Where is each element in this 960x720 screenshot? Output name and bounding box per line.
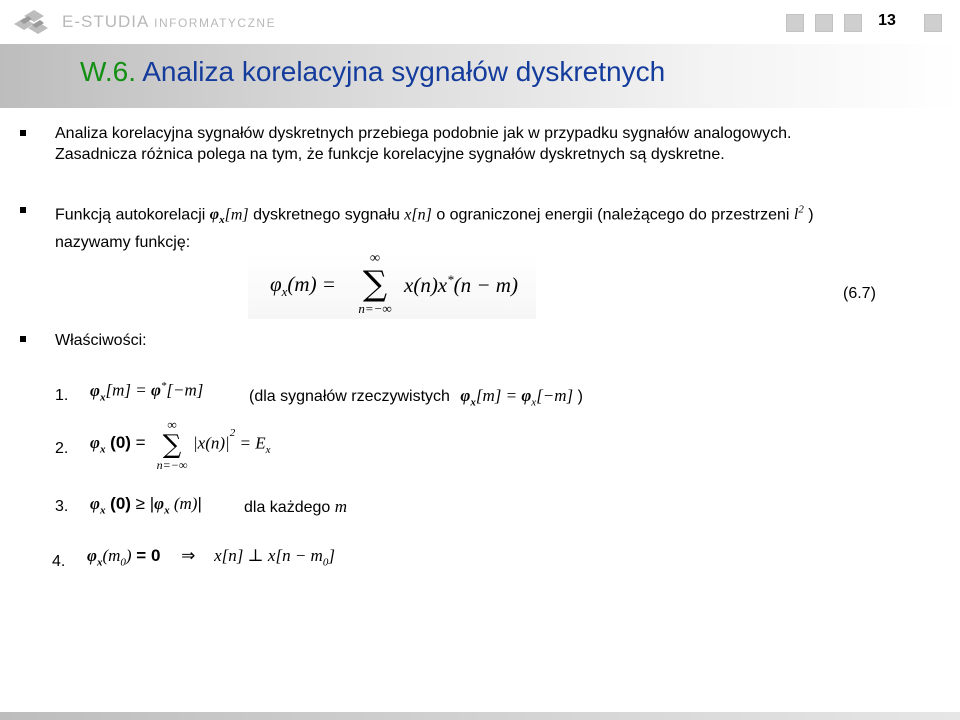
title-text: Analiza korelacyjna sygnałów dyskretnych — [142, 56, 666, 87]
phi-x-m-symbol: $\varphi_x$ — [209, 206, 225, 227]
bullet — [20, 207, 26, 213]
property-1-note-open: (dla sygnałów rzeczywistych — [249, 388, 450, 405]
brand-name: E-STUDIA INFORMATYCZNE — [62, 12, 277, 31]
equation-rhs: x(n)x*(n − m) — [404, 272, 518, 297]
definition-text-3: o ograniczonej energii (należącego do przestrzeni — [436, 206, 790, 224]
property-1-label: 1. — [55, 387, 69, 404]
property-2-label: 2. — [55, 440, 69, 457]
title-number: W.6. — [80, 56, 137, 87]
definition-text-4: ) — [808, 206, 814, 224]
logo-icon — [10, 4, 54, 38]
property-2-sum-symbol: ∞ ∑ n=−∞ — [156, 417, 188, 472]
property-1-note-close: ) — [577, 388, 583, 405]
page-title — [80, 56, 665, 88]
equation-number: (6.7) — [843, 285, 876, 302]
property-1-formula: $\varphi_x[m] = \varphi^*[-m]$ — [90, 380, 204, 404]
nav-square-4[interactable] — [924, 14, 942, 32]
property-4-label: 4. — [52, 553, 66, 570]
paragraph-intro-line2: Zasadnicza różnica polega na tym, że funkcje korelacyjne sygnałów dyskretnych są dyskretne. — [55, 146, 725, 163]
property-3-note-text: dla każdego — [244, 499, 331, 516]
bullet — [20, 336, 26, 342]
nav-square-3[interactable] — [844, 14, 862, 32]
paragraph-intro-line1: Analiza korelacyjna sygnałów dyskretnych przebiega podobnie jak w przypadku sygnałów analogowych. — [55, 125, 792, 142]
property-3-label: 3. — [55, 498, 69, 515]
page-number: 13 — [878, 12, 896, 29]
nav-square-2[interactable] — [815, 14, 833, 32]
paragraph-intro — [55, 123, 935, 165]
definition-line2: nazywamy funkcję: — [55, 233, 191, 251]
property-4-formula: $\varphi_x(m_0) = 0$ ⇒ x[n] ⊥ $x[n - m_0]$ — [87, 546, 335, 569]
sum-symbol: ∞ ∑ n=−∞ — [358, 251, 392, 316]
properties-heading: Właściwości: — [55, 332, 147, 349]
bullet — [20, 130, 26, 136]
equation-lhs: $\varphi_x(m)$ = — [270, 272, 336, 300]
m-index-symbol: [m] — [224, 206, 249, 224]
property-3-formula: $\varphi_x$ $(0) \ge |\varphi_x$ (m)| — [90, 494, 202, 517]
property-2-formula: $\varphi_x$ (0) = — [90, 433, 146, 456]
property-1-note: (dla sygnałów rzeczywistych $\varphi_x[m] = \varphi_x[-m]$ ) — [249, 386, 583, 409]
x-n-symbol: x[n] — [404, 206, 432, 224]
brand-suffix: INFORMATYCZNE — [154, 16, 277, 30]
paragraph-definition — [55, 200, 950, 253]
bottom-bar — [0, 712, 960, 720]
l2-symbol: $l^2$ — [793, 204, 804, 224]
definition-text-1: Funkcją autokorelacji — [55, 206, 206, 224]
property-3-note: dla każdego m — [244, 497, 348, 516]
nav-square-1[interactable] — [786, 14, 804, 32]
property-2-rhs: $|x(n)|^2 = E_x$ — [193, 427, 271, 457]
definition-text-2: dyskretnego sygnału — [253, 206, 400, 224]
